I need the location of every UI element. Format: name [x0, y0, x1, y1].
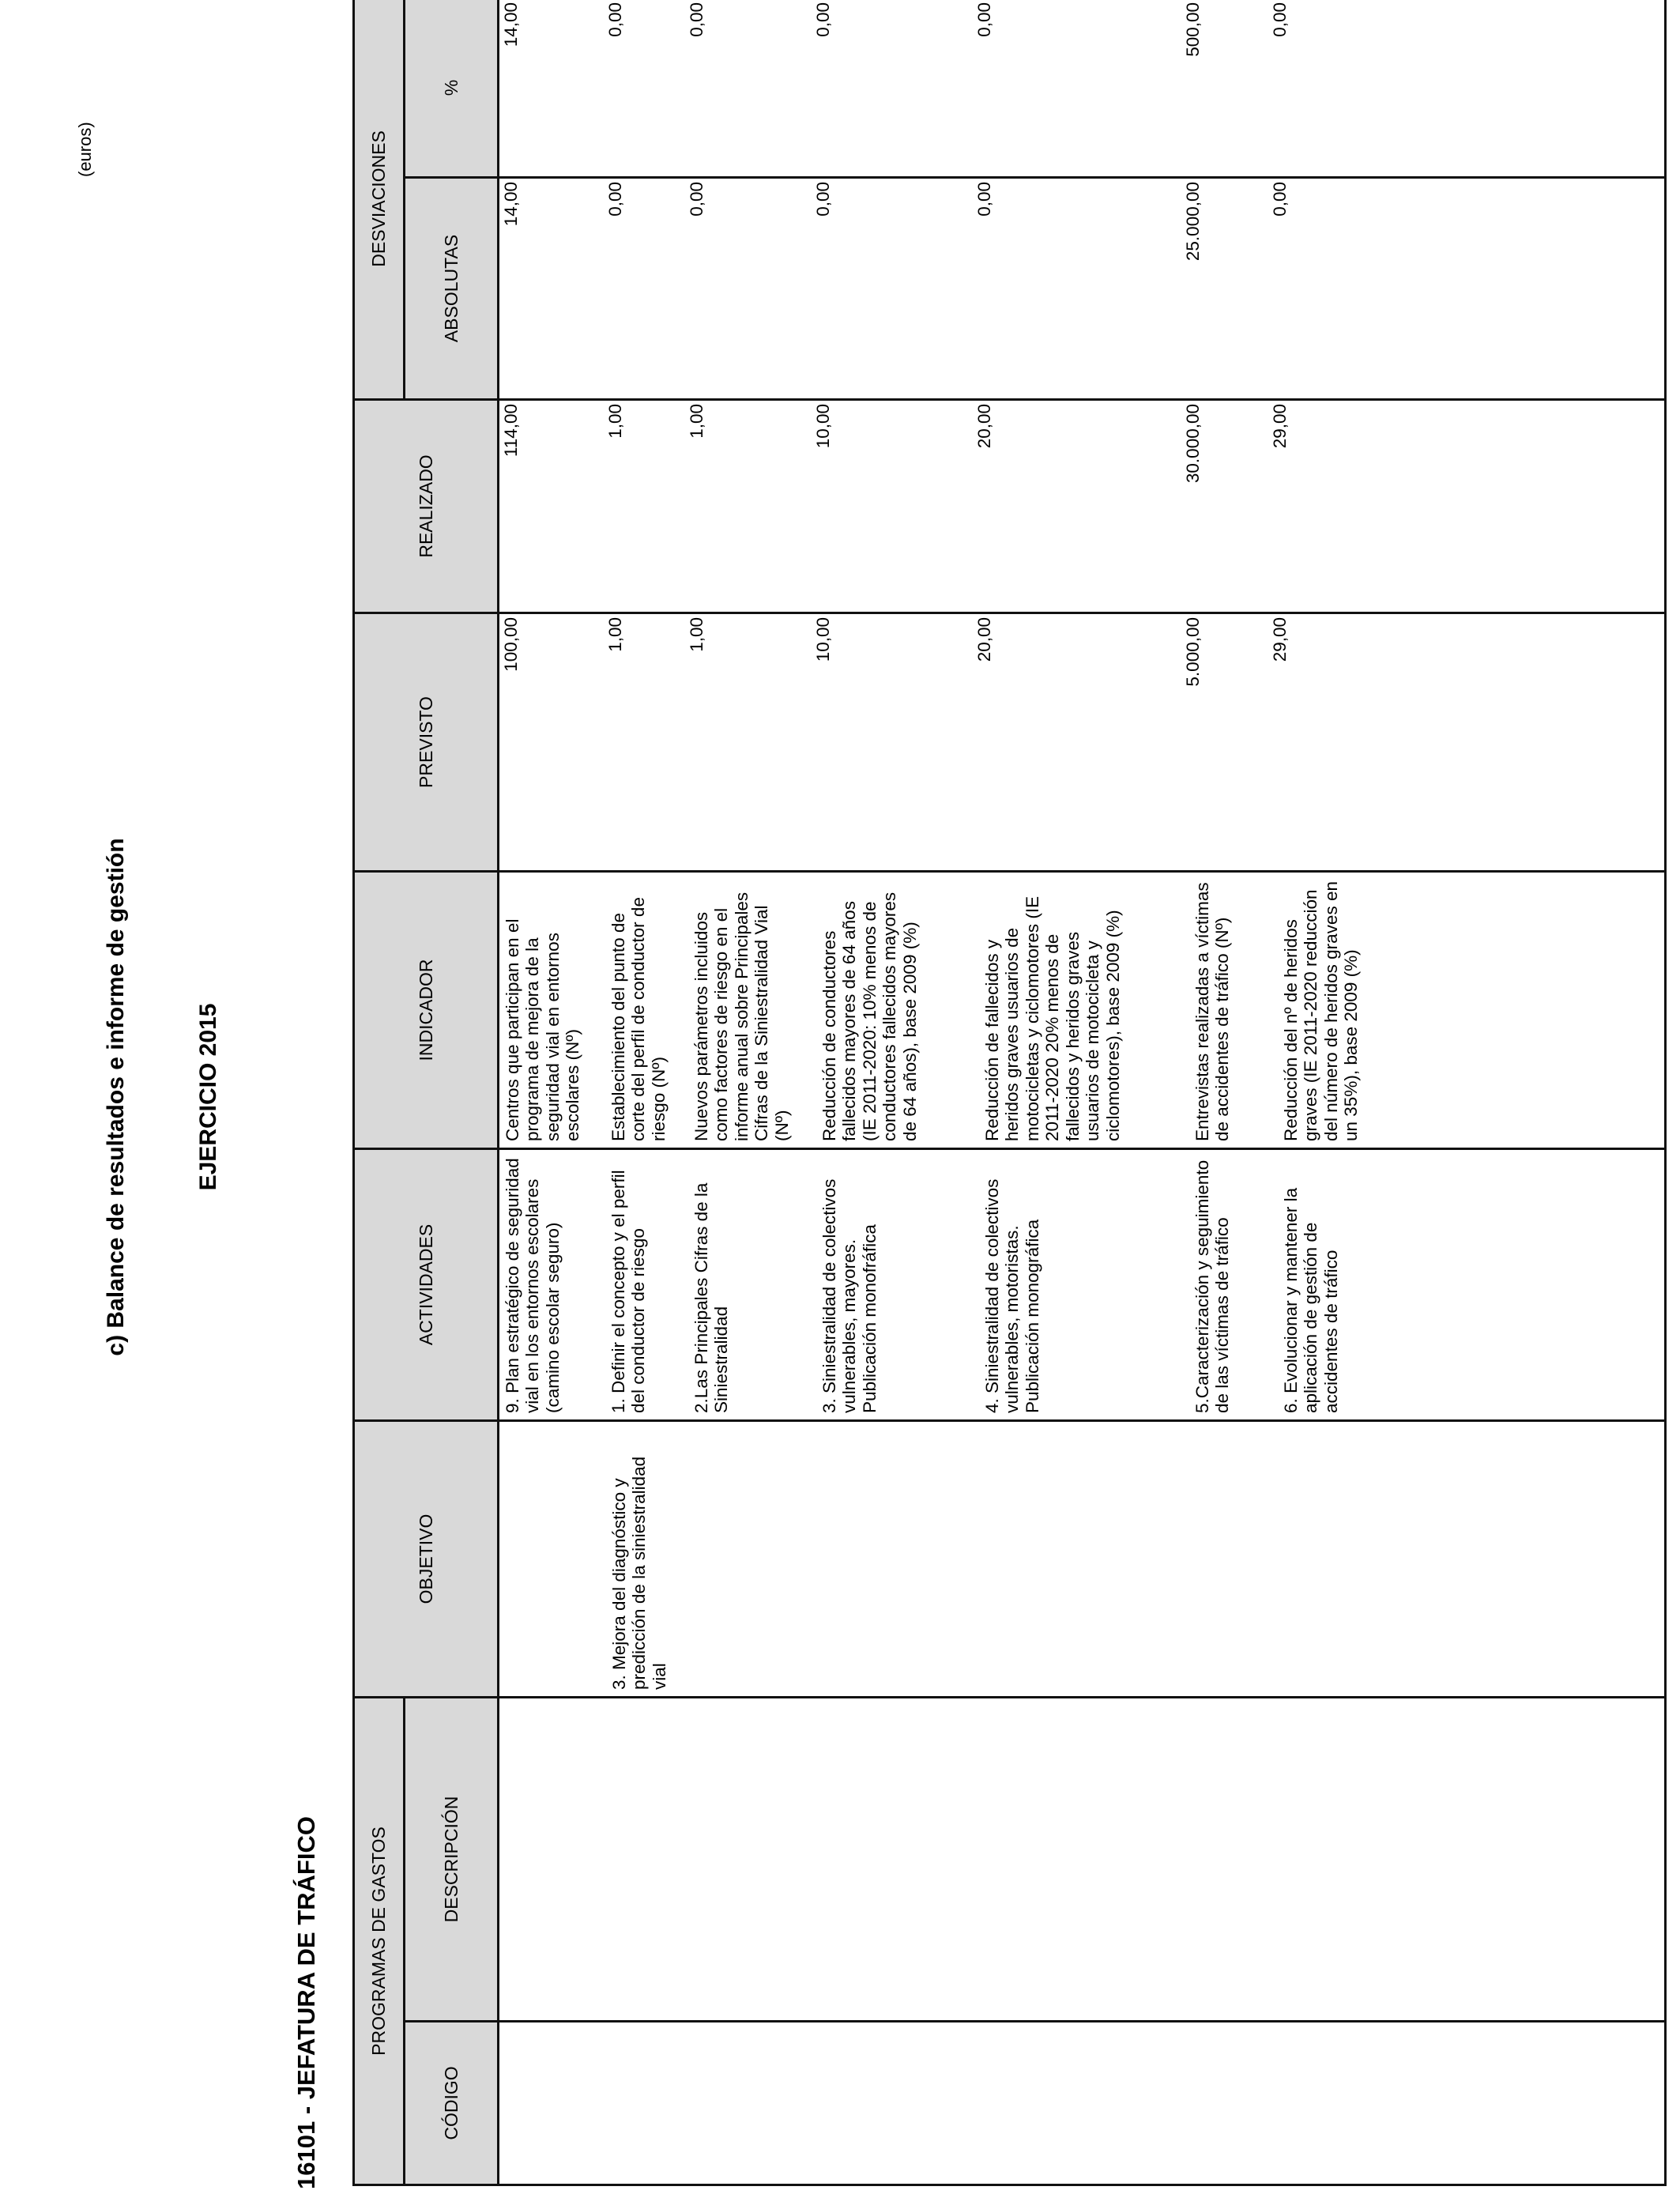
indicador-value-7: Reducción del nº de heridos graves (IE 2011-2020 reducción del número de heridos graves en un 35%), base 2009 (%): [1281, 881, 1362, 1141]
actividad-value-4: 3. Siniestralidad de colectivos vulnerables, mayores. Publicación monofráfica: [819, 1178, 880, 1413]
actividad-value-7: 6. Evolucionar y mantener la aplicación de gestión de accidentes de tráfico: [1281, 1187, 1341, 1413]
porcentaje-value-5: 0,00: [974, 2, 994, 37]
indicador-value-3: Nuevos parámetros incluidos como factores de riesgo en el informe anual sobre Principales Cifras de la Siniestralidad Vial (Nº): [691, 892, 792, 1141]
fiscal-year: EJERCICIO 2015: [195, 1003, 221, 1191]
objetivo-cell: [499, 1420, 1666, 1697]
previsto-value-1: 100,00: [501, 616, 521, 672]
results-table: [352, 0, 1667, 2186]
previsto-value-6: 5.000,00: [1183, 616, 1203, 687]
absolutas-value-7: 0,00: [1270, 181, 1290, 217]
porcentaje-value-7: 0,00: [1270, 2, 1290, 37]
porcentaje-value-6: 500,00: [1183, 2, 1203, 57]
indicador-value-4: Reducción de conductores fallecidos mayores de 64 años (IE 2011-2020: 10% menos de conductores fallecidos mayores de 64 años), base 2009 (%): [819, 892, 920, 1141]
realizado-value-4: 10,00: [813, 403, 833, 449]
realizado-value-2: 1,00: [605, 403, 625, 439]
actividad-value-6: 5.Caracterización y seguimiento de las víctimas de tráfico: [1192, 1159, 1233, 1413]
objetivo-text: 3. Mejora del diagnóstico y predicción de la siniestralidad vial: [609, 1456, 669, 1690]
realizado-value-5: 20,00: [974, 403, 994, 449]
header-indicador: INDICADOR: [354, 871, 499, 1148]
indicador-value-6: Entrevistas realizadas a víctimas de accidentes de tráfico (Nº): [1192, 882, 1233, 1141]
actividad-value-1: 9. Plan estratégico de seguridad vial en los entornos escolares (camino escolar seguro): [503, 1158, 563, 1413]
codigo-cell: [499, 2022, 1666, 2185]
actividad-value-5: 4. Siniestralidad de colectivos vulnerables, motoristas. Publicación monográfica: [982, 1178, 1042, 1413]
realizado-value-3: 1,00: [687, 403, 706, 439]
header-desviaciones: DESVIACIONES: [354, 0, 405, 399]
header-objetivo: OBJETIVO: [354, 1420, 499, 1697]
previsto-cell: [499, 613, 1666, 871]
indicador-value-5: Reducción de fallecidos y heridos graves usuarios de motocicletas y ciclomotores (IE 2011-2020 20% menos de fallecidos y heridos graves usuarios de motocicleta y ciclomotores), base 2009 (%): [982, 895, 1123, 1141]
indicador-value-2: Establecimiento del punto de corte del perfil de conductor de riesgo (Nº): [608, 897, 669, 1141]
absolutas-value-2: 0,00: [605, 181, 625, 217]
page-title: c) Balance de resultados e informe de gestión: [103, 838, 129, 1356]
indicador-value-1: Centros que participan en el programa de mejora de la seguridad vial en entornos escolares (Nº): [503, 918, 583, 1141]
realizado-value-1: 114,00: [501, 403, 521, 458]
porcentaje-value-4: 0,00: [813, 2, 833, 37]
absolutas-cell: [499, 177, 1666, 399]
header-programas-gastos: PROGRAMAS DE GASTOS: [354, 1697, 405, 2185]
previsto-value-7: 29,00: [1270, 616, 1290, 662]
previsto-value-3: 1,00: [687, 616, 706, 652]
realizado-value-7: 29,00: [1270, 403, 1290, 449]
absolutas-value-1: 14,00: [501, 181, 521, 227]
header-absolutas: ABSOLUTAS: [405, 177, 499, 399]
realizado-cell: [499, 399, 1666, 613]
actividad-value-3: 2.Las Principales Cifras de la Siniestralidad: [691, 1182, 732, 1413]
actividad-value-2: 1. Definir el concepto y el perfil del conductor de riesgo: [608, 1170, 649, 1413]
header-descripcion: DESCRIPCIÓN: [405, 1697, 499, 2021]
descripcion-cell: [499, 1697, 1666, 2021]
header-porcentaje: %: [405, 0, 499, 177]
header-previsto: PREVISTO: [354, 613, 499, 871]
header-codigo: CÓDIGO: [405, 2022, 499, 2185]
previsto-value-4: 10,00: [813, 616, 833, 662]
porcentaje-value-1: 14,00: [501, 2, 521, 47]
actividades-cell: [499, 1148, 1666, 1420]
absolutas-value-4: 0,00: [813, 181, 833, 217]
previsto-value-2: 1,00: [605, 616, 625, 652]
absolutas-value-5: 0,00: [974, 181, 994, 217]
previsto-value-5: 20,00: [974, 616, 994, 662]
porcentaje-cell: [499, 0, 1666, 177]
absolutas-value-3: 0,00: [687, 181, 706, 217]
porcentaje-value-2: 0,00: [605, 2, 625, 37]
porcentaje-value-3: 0,00: [687, 2, 706, 37]
organization-name: 16101 - JEFATURA DE TRÁFICO: [292, 1816, 320, 2189]
absolutas-value-6: 25.000,00: [1183, 181, 1203, 262]
header-actividades: ACTIVIDADES: [354, 1148, 499, 1420]
realizado-value-6: 30.000,00: [1183, 403, 1203, 484]
header-realizado: REALIZADO: [354, 399, 499, 613]
indicador-cell: [499, 871, 1666, 1148]
currency-units: (euros): [75, 122, 95, 177]
